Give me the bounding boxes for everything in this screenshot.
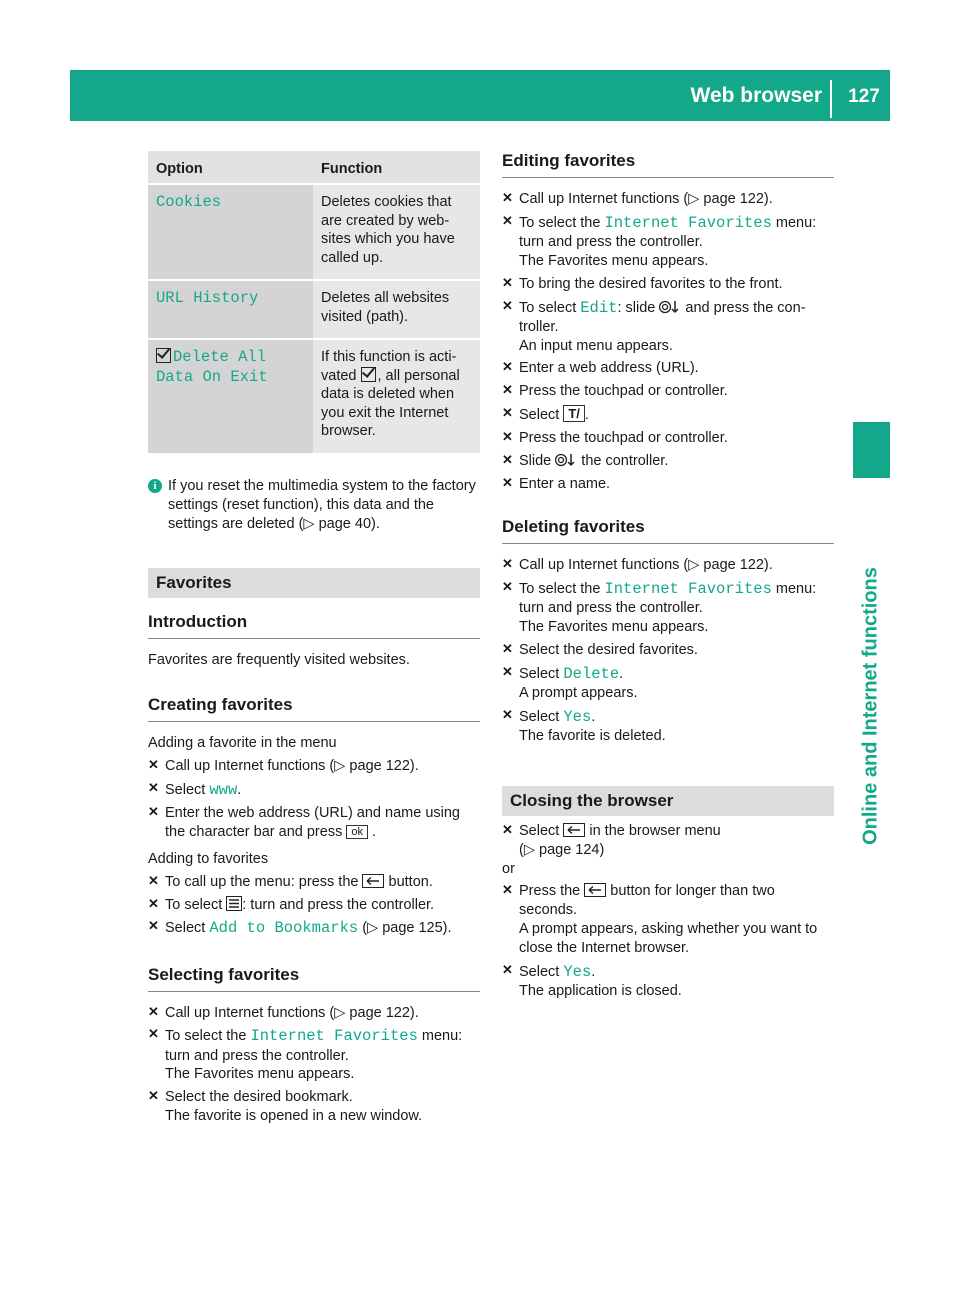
header-divider	[830, 80, 832, 118]
checkbox-checked-icon	[156, 348, 171, 363]
list-item: ✕ Select www.	[148, 780, 480, 800]
list-item: ✕ Call up Internet functions (▷ page 122).	[502, 556, 834, 575]
left-column	[148, 151, 480, 1126]
info-note: i If you reset the multimedia system to the factory settings (reset function), this data and the settings are deleted (▷ page 40).	[148, 477, 480, 534]
options-table	[148, 151, 480, 453]
heading-creating: Creating favorites	[148, 695, 480, 722]
adding-steps	[148, 873, 480, 939]
keyboard-switch-icon: T/	[563, 405, 585, 422]
heading-editing: Editing favorites	[502, 151, 834, 178]
table-row	[148, 185, 480, 279]
info-icon: i	[148, 479, 162, 493]
menu-list-icon	[226, 896, 242, 911]
or-text: or	[502, 860, 515, 877]
closing-steps	[502, 822, 834, 860]
list-item: ✕ Select the desired favorites.	[502, 641, 834, 660]
list-item: ✕ To call up the menu: press the button.	[148, 873, 480, 892]
list-item: ✕ Enter a name.	[502, 475, 834, 494]
list-item: ✕ Call up Internet functions (▷ page 122).	[148, 1004, 480, 1023]
list-item: ✕ To select the Internet Favorites menu: turn and press the controller. The Favorites menu appears.	[502, 579, 834, 637]
ok-key-icon: ok	[346, 825, 368, 839]
internet-favorites-option: Internet Favorites	[604, 580, 772, 599]
yes-option: Yes	[563, 707, 592, 726]
creating-steps	[148, 757, 480, 842]
option-delete-all: Delete All	[173, 348, 267, 367]
list-item: ✕ Call up Internet functions (▷ page 122).	[502, 190, 834, 209]
adding-to-label: Adding to favorites	[148, 850, 269, 867]
list-item: ✕ Enter a web address (URL).	[502, 359, 834, 378]
option-cookies: Cookies	[156, 193, 222, 211]
side-chapter-title: Online and Internet functions	[859, 567, 882, 845]
function-text: Deletes cookies that are created by web-sites which you have called up.	[313, 185, 480, 279]
side-tab-marker	[853, 422, 890, 478]
page-number: 127	[848, 86, 880, 107]
option-data-on-exit: Data On Exit	[156, 368, 268, 387]
list-item: ✕ Press the button for longer than two seconds. A prompt appears, asking whether you want to close the Internet browser.	[502, 882, 834, 957]
closing-steps-alt	[502, 882, 834, 1000]
list-item: ✕ Select Yes. The application is closed.	[502, 962, 834, 1001]
list-item: ✕ To select Edit: slide and press the con-troller. An input menu appears.	[502, 298, 834, 356]
selecting-steps	[148, 1004, 480, 1126]
list-item: ✕ Select T/ .	[502, 405, 834, 425]
add-to-bookmarks-option: Add to Bookmarks	[209, 919, 359, 938]
list-item: ✕ To select the Internet Favorites menu: turn and press the controller. The Favorites menu appears.	[148, 1026, 480, 1084]
table-header-option: Option	[148, 151, 313, 183]
function-text: Deletes all websites visited (path).	[313, 281, 480, 338]
list-item: ✕ To bring the desired favorites to the front.	[502, 275, 834, 294]
list-item: ✕ Select Add to Bookmarks (▷ page 125).	[148, 918, 480, 938]
adding-menu-label: Adding a favorite in the menu	[148, 735, 337, 752]
controller-slide-icon	[555, 453, 577, 467]
chapter-title: Web browser	[690, 84, 822, 107]
list-item: ✕ To select the Internet Favorites menu: turn and press the controller. The Favorites menu appears.	[502, 213, 834, 271]
list-item: ✕ Call up Internet functions (▷ page 122).	[148, 757, 480, 776]
list-item: ✕ To select : turn and press the controller.	[148, 896, 480, 915]
table-header-function: Function	[313, 151, 480, 183]
right-column	[502, 151, 834, 1001]
deleting-steps	[502, 556, 834, 745]
page-header	[70, 70, 890, 121]
table-row	[148, 340, 480, 453]
checkbox-checked-icon	[361, 367, 376, 382]
list-item: ✕ Enter the web address (URL) and name using the character bar and press ok .	[148, 804, 480, 842]
back-arrow-icon	[563, 823, 585, 837]
www-option: www	[209, 781, 238, 800]
editing-steps	[502, 190, 834, 493]
internet-favorites-option: Internet Favorites	[250, 1027, 418, 1046]
back-arrow-icon	[362, 874, 384, 888]
yes-option: Yes	[563, 962, 592, 981]
back-arrow-icon	[584, 883, 606, 897]
section-favorites: Favorites	[148, 568, 480, 598]
section-closing: Closing the browser	[502, 786, 834, 816]
list-item: ✕ Select in the browser menu (▷ page 124)	[502, 822, 834, 860]
list-item: ✕ Select Delete. A prompt appears.	[502, 664, 834, 703]
option-url-history: URL History	[156, 289, 259, 308]
heading-selecting: Selecting favorites	[148, 965, 480, 992]
delete-option: Delete	[563, 664, 620, 683]
table-row	[148, 281, 480, 338]
internet-favorites-option: Internet Favorites	[604, 213, 772, 232]
function-text: If this function is acti-vated , all personal data is deleted when you exit the Internet browser.	[313, 340, 480, 453]
list-item: ✕ Select the desired bookmark. The favorite is opened in a new window.	[148, 1088, 480, 1126]
heading-deleting: Deleting favorites	[502, 517, 834, 544]
list-item: ✕ Slide the controller.	[502, 452, 834, 471]
edit-option: Edit	[580, 298, 618, 317]
list-item: ✕ Press the touchpad or controller.	[502, 429, 834, 448]
list-item: ✕ Select Yes. The favorite is deleted.	[502, 707, 834, 746]
controller-slide-icon	[659, 300, 681, 314]
list-item: ✕ Press the touchpad or controller.	[502, 382, 834, 401]
heading-introduction: Introduction	[148, 612, 480, 639]
intro-text: Favorites are frequently visited websites.	[148, 651, 410, 668]
